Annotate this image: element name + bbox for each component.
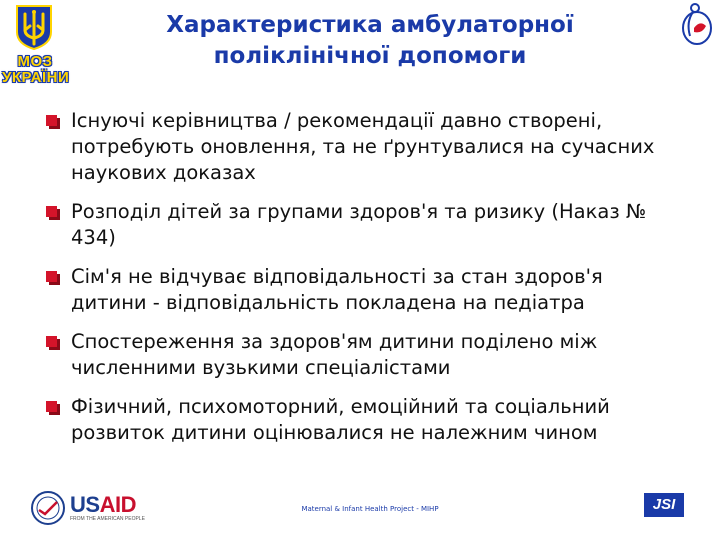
list-item (44, 329, 684, 381)
list-item (44, 108, 684, 186)
bullet-square-icon (46, 271, 57, 282)
bullet-square-icon (46, 206, 57, 217)
moz-ukraine-logo (2, 4, 68, 88)
usaid-seal-icon (30, 490, 66, 526)
slide-title-line2: поліклінічної допомоги (213, 43, 527, 69)
jsi-logo: JSI (644, 493, 684, 517)
list-item-text: Розподіл дітей за групами здоров'я та ризику (Наказ № 434) (71, 200, 647, 249)
usaid-tagline: FROM THE AMERICAN PEOPLE (70, 516, 145, 522)
list-item-text: Сім'я не відчуває відповідальності за стан здоров'я дитини - відповідальність покладена на педіатра (71, 265, 603, 314)
trident-emblem-icon (13, 4, 55, 50)
list-item-text: Спостереження за здоров'ям дитини поділено між численними вузькими спеціалістами (71, 330, 598, 379)
usaid-logo (30, 488, 150, 528)
bullet-square-icon (46, 401, 57, 412)
list-item-text: Існуючі керівництва / рекомендації давно створені, потребують оновлення, та не ґрунтувалися на сучасних наукових доказах (71, 109, 655, 184)
list-item (44, 394, 684, 446)
mother-child-logo-icon (676, 2, 718, 46)
usaid-aid-text: AID (99, 492, 136, 517)
usaid-wordmark (70, 492, 136, 518)
logo-text-line2: УКРАЇНИ (2, 69, 70, 86)
list-item (44, 264, 684, 316)
bullet-square-icon (46, 115, 57, 126)
bullet-list (44, 108, 684, 459)
logo-text-line1: МОЗ (17, 53, 53, 70)
usaid-us-text: US (70, 492, 100, 517)
slide-title-line1: Характеристика амбулаторної (166, 12, 574, 38)
bullet-square-icon (46, 336, 57, 347)
project-name: Maternal & Infant Health Project - MIHP (301, 505, 439, 513)
list-item-text: Фізичний, психомоторний, емоційний та соціальний розвиток дитини оцінювалися не належним чином (71, 395, 610, 444)
slide-title (110, 10, 630, 72)
list-item (44, 199, 684, 251)
